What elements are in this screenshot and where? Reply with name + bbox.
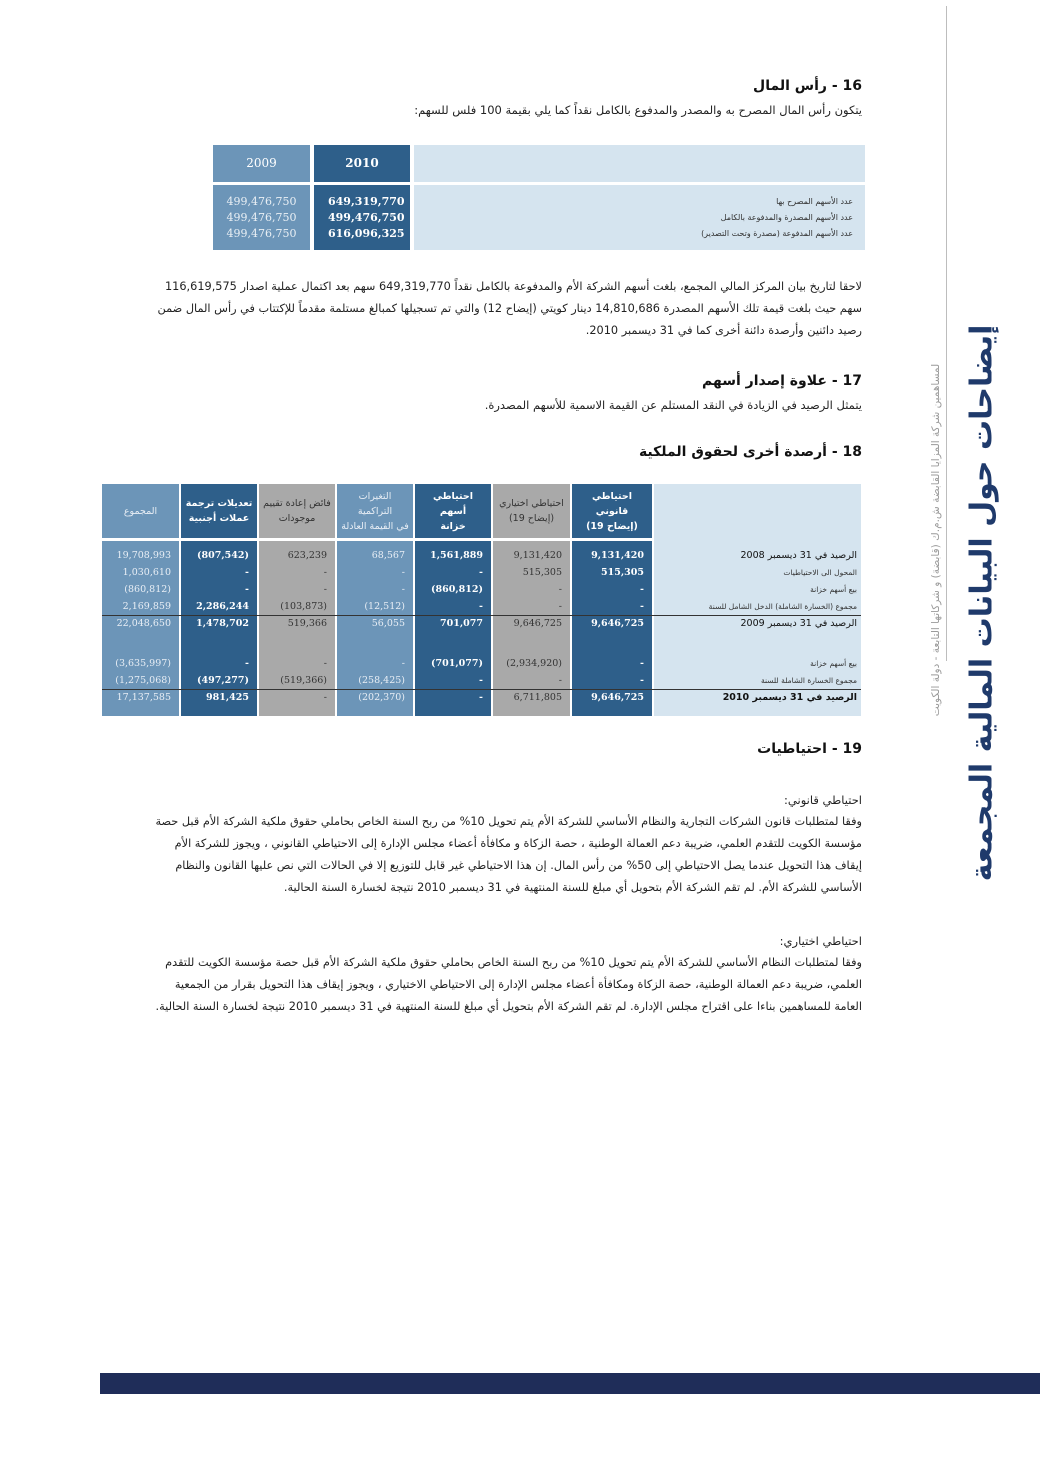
- cell-value: 1,030,610: [122, 567, 171, 578]
- paragraph-line: وفقا لمتطلبات النظام الأساسي للشركة الأم يتم تحويل 10% من ربح السنة الخاص بحاملي حقوق ملكية الشركة الأم قبل حصة مؤسسة الكويت للتقدم: [165, 956, 862, 969]
- value-2010: 616,096,325: [328, 227, 405, 240]
- cell-value: (12,512): [364, 601, 405, 612]
- cell-value: 9,131,420: [513, 550, 562, 561]
- cell-value: -: [401, 584, 405, 595]
- cell-value: -: [323, 567, 327, 578]
- row-label: الرصيد في 31 ديسمبر 2008: [740, 550, 857, 561]
- column-header: التغيرات التراكمية في القيمة العادلة: [337, 484, 413, 538]
- row-label: عدد الأسهم المصدرة والمدفوعة بالكامل: [720, 213, 853, 222]
- row-label: مجموع (الخسارة الشاملة) الدخل الشامل للسنة: [708, 602, 857, 611]
- cell-value: (258,425): [358, 675, 405, 686]
- cell-value: 519,366: [287, 618, 327, 629]
- paragraph-line: مؤسسة الكويت للتقدم العلمي، ضريبة دعم العمالة الوطنية ، حصة الزكاة و مكافأة أعضاء مجلس الإدارة إلى الاحتياطي القانوني ، ويجوز للشركة الأم: [174, 837, 862, 850]
- cell-value: 515,305: [601, 567, 644, 578]
- share-capital-table: [213, 145, 865, 250]
- cell-value: -: [640, 675, 644, 686]
- cell-value: -: [640, 601, 644, 612]
- column-6: [181, 484, 257, 716]
- row-label: الرصيد في 31 ديسمبر 2010: [722, 692, 857, 703]
- row-label: الرصيد في 31 ديسمبر 2009: [740, 618, 857, 629]
- cell-value: -: [245, 567, 249, 578]
- row-label: المحول الى الاحتياطيات: [783, 568, 857, 577]
- column-2: [493, 484, 570, 716]
- section-16-heading: 16 - رأس المال: [753, 78, 862, 94]
- side-divider: [946, 6, 947, 661]
- value-2009: 499,476,750: [226, 195, 297, 208]
- optional-reserve-text: [102, 952, 862, 1018]
- cell-value: -: [323, 658, 327, 669]
- cell-value: 623,239: [287, 550, 327, 561]
- header-2009: 2009: [213, 145, 310, 182]
- cell-value: 19,708,993: [116, 550, 171, 561]
- cell-value: -: [479, 692, 483, 703]
- paragraph-line: وفقا لمتطلبات قانون الشركات التجارية والنظام الأساسي للشركة الأم يتم تحويل 10% من ربح السنة الخاص بحاملي حقوق ملكية الشركة الأم قبل حصة: [155, 815, 862, 828]
- cell-value: (3,635,997): [115, 658, 171, 669]
- section-18-heading: 18 - أرصدة أخرى لحقوق الملكية: [638, 444, 862, 460]
- cell-value: 68,567: [371, 550, 405, 561]
- cell-value: -: [401, 567, 405, 578]
- cell-value: 1,478,702: [196, 618, 249, 629]
- column-header: المجموع: [102, 484, 179, 538]
- section-17-text: يتمثل الرصيد في الزيادة في النقد المستلم عن القيمة الاسمية للأسهم المصدرة.: [484, 398, 862, 412]
- column-2010: [314, 185, 410, 250]
- cell-value: 2,169,859: [122, 601, 171, 612]
- column-3: [415, 484, 491, 716]
- legal-reserve-title: احتياطي قانوني:: [784, 793, 862, 807]
- cell-value: 6,711,805: [513, 692, 562, 703]
- cell-value: -: [401, 658, 405, 669]
- cell-value: -: [323, 584, 327, 595]
- cell-value: 17,137,585: [116, 692, 171, 703]
- section-16-intro: يتكون رأس المال المصرح به والمصدر والمدفوع بالكامل نقداً كما يلي بقيمة 100 فلس للسهم:: [414, 103, 862, 117]
- footer-bar: [100, 1373, 1040, 1394]
- column-header: فائض إعادة تقييم موجودات: [259, 484, 335, 538]
- cell-value: 9,131,420: [591, 550, 644, 561]
- cell-value: (860,812): [124, 584, 171, 595]
- column-header: احتياطي اختياري (إيضاح 19): [493, 484, 570, 538]
- paragraph-line: إيقاف هذا التحويل عندما يصل الاحتياطي إلى 50% من رأس المال. إن هذا الاحتياطي غير قابل للتوزيع إلا في الحالات التي نص عليها القانون والنظام: [175, 859, 862, 872]
- cell-value: 2,286,244: [196, 601, 249, 612]
- legal-reserve-text: [102, 811, 862, 899]
- section-19-heading: 19 - احتياطيات: [757, 741, 862, 757]
- row-label: مجموع الخسارة الشاملة للسنة: [760, 676, 857, 685]
- equity-reserves-table: [102, 484, 861, 716]
- value-2010: 499,476,750: [328, 211, 405, 224]
- paragraph-line: لاحقا لتاريخ بيان المركز المالي المجمع، بلغت أسهم الشركة الأم والمدفوعة بالكامل نقداً 649,319,770 سهم بعد اكتمال عملية اصدار 116,619,575: [165, 280, 862, 293]
- cell-value: -: [323, 692, 327, 703]
- cell-value: 515,305: [522, 567, 562, 578]
- table-rule: [102, 615, 861, 616]
- row-label: بيع أسهم خزانة: [810, 585, 857, 594]
- optional-reserve-title: احتياطي اختياري:: [779, 934, 862, 948]
- column-1: [572, 484, 652, 716]
- cell-value: 701,077: [440, 618, 483, 629]
- cell-value: -: [640, 584, 644, 595]
- cell-value: 9,646,725: [513, 618, 562, 629]
- column-header: احتياطي قانوني (إيضاح 19): [572, 484, 652, 538]
- cell-value: (202,370): [358, 692, 405, 703]
- row-label: بيع أسهم خزانة: [810, 659, 857, 668]
- section-16-paragraph: [102, 276, 862, 342]
- cell-value: 981,425: [206, 692, 249, 703]
- side-title: إيضاحات حول البيانات المالية المجمعة: [964, 324, 1000, 881]
- cell-value: -: [479, 675, 483, 686]
- table-rule: [102, 689, 861, 690]
- side-subtitle: لمساهمين شركة المزايا القابضة ش.م.ك (قابضة) و شركاتها التابعة - دولة الكويت: [930, 363, 942, 717]
- cell-value: 9,646,725: [591, 692, 644, 703]
- label-column: [414, 185, 865, 250]
- cell-value: 9,646,725: [591, 618, 644, 629]
- cell-value: 22,048,650: [116, 618, 171, 629]
- cell-value: -: [558, 601, 562, 612]
- value-2009: 499,476,750: [226, 227, 297, 240]
- paragraph-line: الأساسي للشركة الأم. لم تقم الشركة الأم بتحويل أي مبلغ للسنة المنتهية في 31 ديسمبر 2010 نتيجة لخسارة السنة الحالية.: [283, 881, 862, 894]
- column-header: احتياطي أسهم خزانة: [415, 484, 491, 538]
- cell-value: -: [245, 584, 249, 595]
- section-17-heading: 17 - علاوة إصدار أسهم: [701, 373, 862, 389]
- row-label: عدد الأسهم المدفوعة (مصدرة وتحت التصدير): [701, 229, 853, 238]
- row-label: عدد الأسهم المصرح بها: [776, 197, 853, 206]
- header-label-panel: [414, 145, 865, 182]
- column-header: تعديلات ترجمة عملات أجنبية: [181, 484, 257, 538]
- row-label-panel: [654, 484, 861, 716]
- cell-value: (2,934,920): [506, 658, 562, 669]
- cell-value: -: [558, 584, 562, 595]
- cell-value: (807,542): [197, 550, 249, 561]
- cell-value: (860,812): [431, 584, 483, 595]
- cell-value: (103,873): [280, 601, 327, 612]
- cell-value: (497,277): [197, 675, 249, 686]
- cell-value: 1,561,889: [430, 550, 483, 561]
- paragraph-line: العلمي، ضريبة دعم العمالة الوطنية، حصة الزكاة ومكافأة أعضاء مجلس الإدارة إلى الاحتياطي الاختياري ، ويجوز إيقاف هذا التحويل بقرار من الجمعية: [174, 978, 862, 991]
- cell-value: -: [479, 601, 483, 612]
- column-4: [337, 484, 413, 716]
- cell-value: (1,275,068): [115, 675, 171, 686]
- header-2010: 2010: [314, 145, 410, 182]
- column-5: [259, 484, 335, 716]
- cell-value: (519,366): [280, 675, 327, 686]
- paragraph-line: العامة للمساهمين بناءا على اقتراح مجلس الإدارة. لم تقم الشركة الأم بتحويل أي مبلغ للسنة المنتهية في 31 ديسمبر 2010 نتيجة لخسارة السنة الحالية.: [155, 1000, 862, 1013]
- cell-value: 56,055: [371, 618, 405, 629]
- value-2009: 499,476,750: [226, 211, 297, 224]
- paragraph-line: رصيد دائنين وأرصدة دائنة أخرى كما في 31 ديسمبر 2010.: [585, 324, 862, 337]
- cell-value: -: [479, 567, 483, 578]
- cell-value: -: [640, 658, 644, 669]
- cell-value: -: [558, 675, 562, 686]
- paragraph-line: سهم حيث بلغت قيمة تلك الأسهم المصدرة 14,810,686 دينار كويتي (إيضاح 12) والتي تم تسجيلها كمبالغ مستلمة مقدماً للإكتتاب في رأس المال ضمن: [157, 302, 862, 315]
- value-2010: 649,319,770: [328, 195, 405, 208]
- column-7: [102, 484, 179, 716]
- cell-value: -: [245, 658, 249, 669]
- column-2009: [213, 185, 310, 250]
- cell-value: (701,077): [431, 658, 483, 669]
